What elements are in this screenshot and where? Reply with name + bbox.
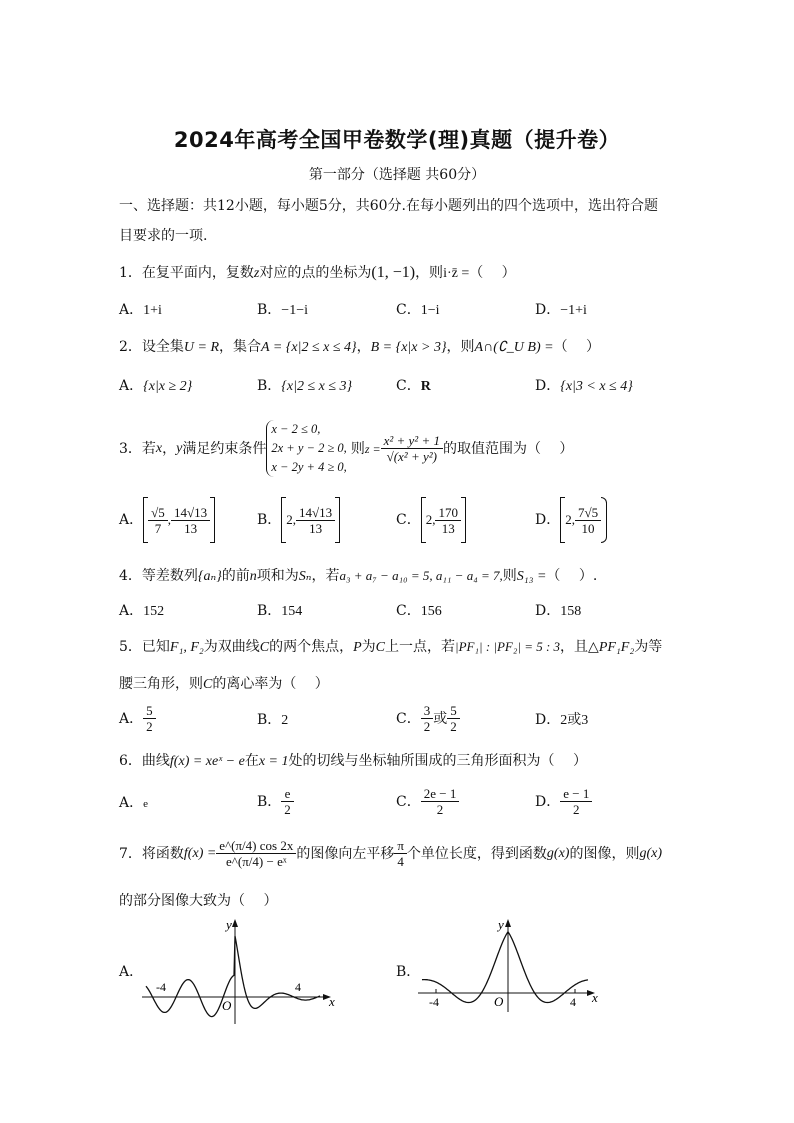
graph-a-pos-tick: 4 [295, 980, 301, 994]
question-5-option-a[interactable]: A． $\frac{5}{2}$ [119, 703, 156, 734]
question-3-stem: 3．若 x ， y 满足约束条件 x − 2 ≤ 0, 2x + y − 2 ≥ 0, x − 2y + 4 ≥ 0, 则 z = $\frac{\text{x² + y² + 1}}{\text{√(x² + y²)}}$ 的取值范围为（ ） [119, 420, 573, 477]
question-2-option-b[interactable]: B．{x|2 ≤ x ≤ 3} [257, 378, 353, 394]
question-1-stem: 1．在复平面内，复数z对应的点的坐标为(1, −1)，则i·z̄ =（ ） [119, 264, 516, 281]
question-1-option-d[interactable]: D．−1+i [535, 302, 587, 318]
section-subtitle: 第一部分（选择题 共60分） [308, 167, 486, 183]
question-7-graph-a[interactable] [140, 916, 340, 1028]
y-axis-arrow-icon [232, 919, 238, 927]
question-7-stem-line1: 7．将函数 f(x) = $\frac{e\^{}(\pi/4) \cos 2x}{\text{e\textasciicircum{}(π/4) − eˣ}}$ 的图像向左平移 $\frac{\pi}{4}$ 个单位长度，得到函数 g(x) 的图像，则 g(x) [119, 838, 663, 869]
question-7-graph-b[interactable] [416, 916, 606, 1016]
question-6-option-b[interactable]: B． $\frac{e}{2}$ [257, 786, 294, 817]
graph-a-x-label: x [329, 994, 335, 1009]
question-5-option-d[interactable]: D．2或3 [535, 712, 589, 728]
question-2-option-c[interactable]: C．R [396, 378, 431, 394]
question-4-option-b[interactable]: B．154 [257, 603, 303, 619]
graph-b-x-label: x [592, 990, 598, 1005]
question-7-stem-line2: 的部分图像大致为（ ） [119, 893, 278, 909]
question-1-option-b[interactable]: B．−1−i [257, 302, 308, 318]
section-instructions-line1: 一、选择题：共12小题，每小题5分，共60分.在每小题列出的四个选项中，选出符合题 [119, 198, 658, 214]
question-6-option-d[interactable]: D． $\frac{e - 1}{2}$ [535, 786, 592, 817]
question-4-stem: 4．等差数列{aₙ}的前n项和为Sₙ，若a₃ + a₇ − a₁₀ = 5, a₁₁ − a₄ = 7,则S₁₃ =（ ）. [119, 568, 598, 584]
question-2-option-d[interactable]: D．{x|3 < x ≤ 4} [535, 378, 633, 394]
question-7-option-b-label[interactable]: B． [396, 964, 421, 980]
graph-b-y-label: y [498, 917, 504, 932]
graph-b-neg-tick: -4 [429, 995, 439, 1009]
page-title: 2024年高考全国甲卷数学(理)真题（提升卷） [173, 128, 621, 152]
question-4-option-c[interactable]: C．156 [396, 603, 442, 619]
question-3-option-b[interactable]: B． 2 , $\frac{14√13}{13}$ [257, 497, 340, 543]
question-4-option-d[interactable]: D．158 [535, 603, 582, 619]
question-1-option-c[interactable]: C．1−i [396, 302, 440, 318]
question-6-stem: 6．曲线f(x) = xeˣ − e在x = 1处的切线与坐标轴所围成的三角形面积为（ ） [119, 753, 587, 769]
graph-a-neg-tick: -4 [156, 980, 166, 994]
question-3-option-d[interactable]: D． 2 , $\frac{7√5}{10}$ [535, 497, 607, 543]
question-3-option-c[interactable]: C． 2 , $\frac{170}{13}$ [396, 497, 466, 543]
graph-b-pos-tick: 4 [570, 995, 576, 1009]
question-5-stem-line2: 腰三角形，则C的离心率为（ ） [119, 676, 329, 692]
question-2-stem: 2．设全集U = R，集合A = {x|2 ≤ x ≤ 4}，B = {x|x > 3}，则A∩(∁_U B) =（ ） [119, 339, 601, 355]
question-4-option-a[interactable]: A．152 [119, 603, 165, 619]
question-5-option-c[interactable]: C． $\frac{3}{2}$ 或 $\frac{5}{2}$ [396, 703, 460, 734]
question-6-option-c[interactable]: C． $\frac{2e - 1}{2}$ [396, 786, 459, 817]
objective-fraction: $\frac{\text{x² + y² + 1}}{\text{√(x² + y²)}}$ [381, 433, 443, 464]
graph-b-curve [422, 932, 588, 1003]
graph-a-curve [146, 936, 320, 1017]
y-axis-arrow-icon [505, 919, 511, 927]
graph-a-y-label: y [226, 917, 232, 932]
question-6-option-a[interactable]: A．e [119, 795, 149, 811]
question-5-option-b[interactable]: B．2 [257, 712, 289, 728]
section-instructions-line2: 目要求的一项. [119, 228, 208, 244]
graph-b-origin-label: O [494, 994, 504, 1009]
graph-a-origin-label: O [222, 998, 232, 1013]
function-fraction: $\frac{e\^{}(\pi/4) \cos 2x}{\text{e\textasciicircum{}(π/4) − eˣ}}$ [216, 838, 296, 869]
question-5-stem-line1: 5．已知F₁, F₂为双曲线C的两个焦点，P为C上一点，若|PF₁| : |PF₂| = 5 : 3，且△PF₁F₂为等 [119, 639, 663, 655]
question-7-option-a-label[interactable]: A． [119, 964, 144, 980]
constraint-system: x − 2 ≤ 0, 2x + y − 2 ≥ 0, x − 2y + 4 ≥ 0, [266, 420, 350, 477]
question-2-option-a[interactable]: A．{x|x ≥ 2} [119, 378, 193, 394]
question-1-option-a[interactable]: A．1+i [119, 302, 162, 318]
question-3-option-a[interactable]: A． $\frac{√5}{7}$ , $\frac{14√13}{13}$ [119, 497, 215, 543]
